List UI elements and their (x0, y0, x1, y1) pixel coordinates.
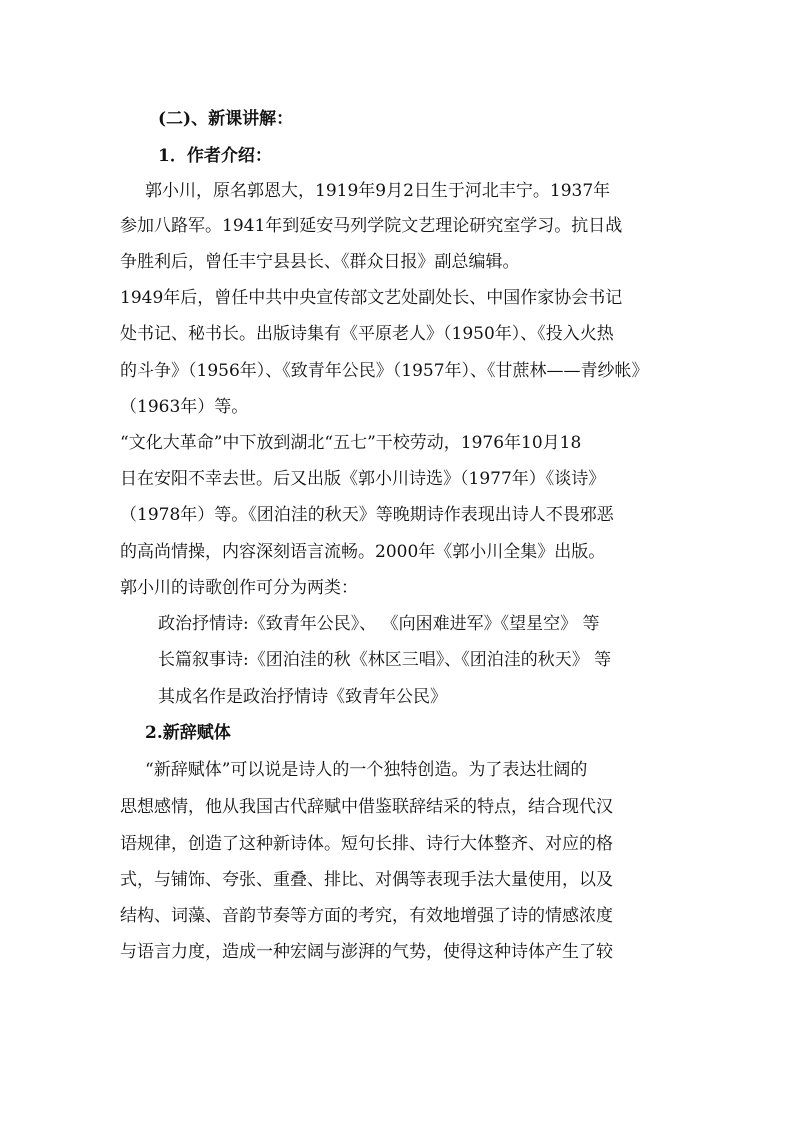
para-line: 与语言力度，造成一种宏阔与澎湃的气势，使得这种诗体产生了较 (120, 942, 613, 962)
para-line: 结构、词藻、音韵节奏等方面的考究，有效地增强了诗的情感浓度 (120, 906, 613, 926)
bio-line: 参加八路军。1941年到延安马列学院文艺理论研究室学习。抗日战 (120, 216, 623, 236)
bio-line: 处书记、秘书长。出版诗集有《平原老人》（1950年）、《投入火热 (120, 324, 614, 344)
bio-line: 郭小川，原名郭恩大，1919年9月2日生于河北丰宁。1937年 (145, 181, 611, 201)
subheading-style: 2.新辞赋体 (145, 723, 231, 743)
bio-line: 1949年后，曾任中共中央宣传部文艺处副处长、中国作家协会书记 (120, 288, 623, 308)
category-line: 政治抒情诗:《致青年公民》、 《向困难进军》《望星空》 等 (158, 614, 600, 634)
bio-line: 的斗争》（1956年）、《致青年公民》（1957年）、《甘蔗林——青纱帐》 (120, 361, 649, 381)
bio-line: 郭小川的诗歌创作可分为两类： (120, 578, 358, 598)
category-line: 其成名作是政治抒情诗《致青年公民》 (158, 687, 447, 707)
section-heading: (二)、新课讲解： (158, 109, 294, 129)
para-line: 语规律，创造了这种新诗体。短句长排、诗行大体整齐、对应的格 (120, 834, 613, 854)
para-line: 思想感情，他从我国古代辞赋中借鉴联辞结采的特点，结合现代汉 (120, 797, 613, 817)
bio-line: “文化大革命”中下放到湖北“五七”干校劳动，1976年10月18 (120, 433, 582, 453)
bio-line: 日在安阳不幸去世。后又出版《郭小川诗选》（1977年）《谈诗》 (120, 469, 606, 489)
category-line: 长篇叙事诗:《团泊洼的秋《林区三唱》、《团泊洼的秋天》 等 (158, 650, 612, 670)
bio-line: 争胜利后，曾任丰宁县县长、《群众日报》副总编辑。 (120, 252, 520, 272)
para-line: “新辞赋体”可以说是诗人的一个独特创造。为了表达壮阔的 (145, 760, 588, 780)
bio-line: （1978年）等。《团泊洼的秋天》等晚期诗作表现出诗人不畏邪恶 (120, 505, 614, 525)
bio-line: （1963年）等。 (120, 397, 249, 417)
bio-line: 的高尚情操，内容深刻语言流畅。2000年《郭小川全集》出版。 (120, 542, 606, 562)
subheading-author: 1．作者介绍： (158, 146, 272, 166)
para-line: 式，与铺饰、夸张、重叠、排比、对偶等表现手法大量使用，以及 (120, 870, 613, 890)
